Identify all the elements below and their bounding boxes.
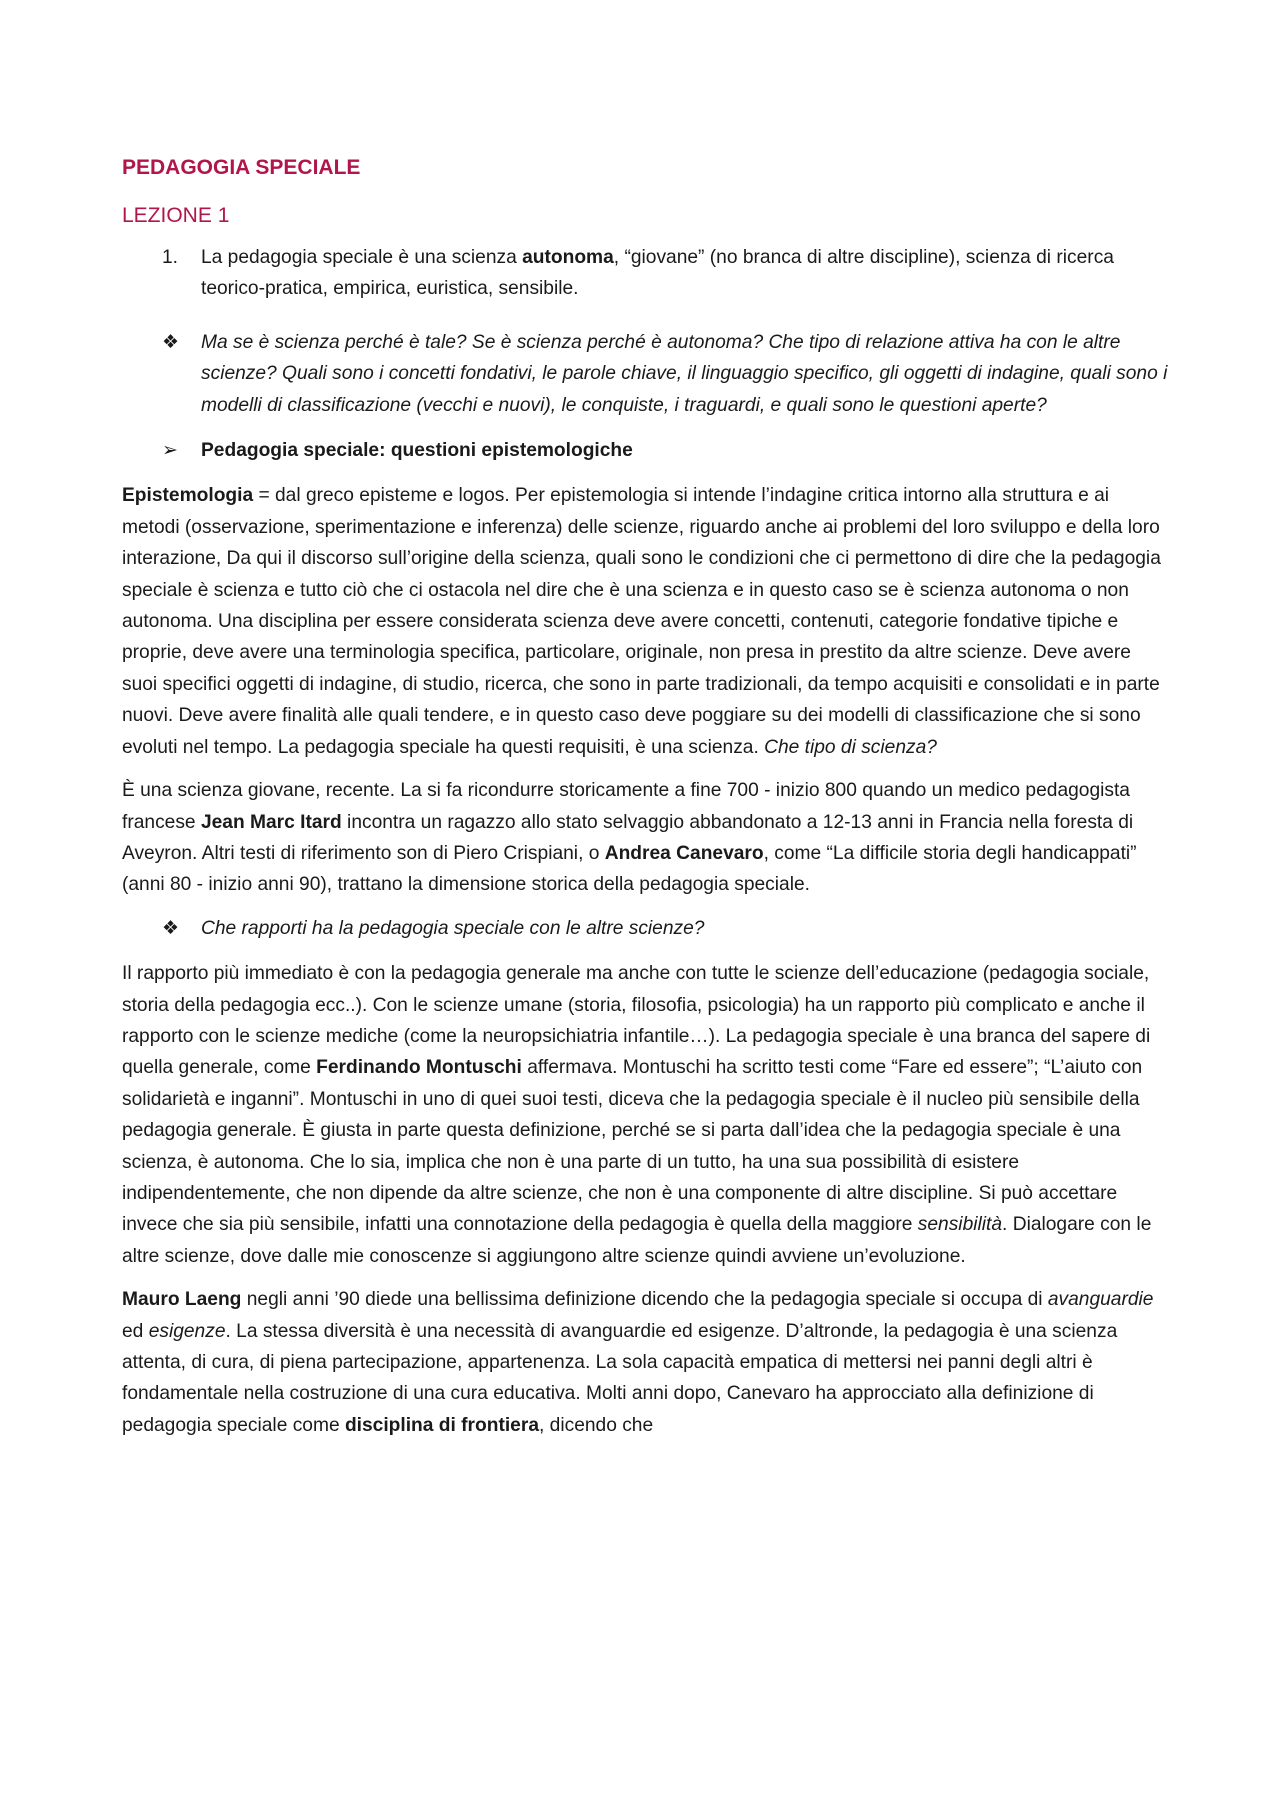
document-body	[122, 150, 1170, 1453]
paragraph-text: incontra un ragazzo allo stato selvaggio abbandonato a 12-13 anni in Francia nella foresta di Aveyron. Altri testi di riferimento son di Piero Crispiani, o	[122, 811, 1134, 864]
bold-term: Andrea Canevaro	[604, 842, 764, 864]
lesson-title: LEZIONE 1	[122, 204, 230, 227]
document-title: PEDAGOGIA SPECIALE	[122, 156, 361, 179]
bold-term: disciplina di frontiera	[344, 1414, 539, 1436]
paragraph-text: , dicendo che	[539, 1414, 654, 1436]
question-text: Che rapporti ha la pedagogia speciale con le altre scienze?	[201, 917, 705, 939]
item-number: 1.	[162, 247, 179, 268]
paragraph-text: Il rapporto più immediato è con la pedagogia generale ma anche con tutte le scienze dell’educazione (pedagogia sociale, storia della pedagogia ecc..). Con le scienze umane (storia, filosofia, psicologia) ha un rapporto più complicato e anche il rapporto con le scienze mediche (come la neuropsichiatria infantile…). La pedagogia speciale è una branca del sapere di quella generale, come	[122, 963, 1151, 1079]
italic-text: avanguardie	[1047, 1289, 1154, 1311]
question-text: Ma se è scienza perché è tale? Se è scienza perché è autonoma? Che tipo di relazione attiva ha con le altre scienze? Quali sono i concetti fondativi, le parole chiave, il linguaggio specifico, gli oggetti di indagine, quali sono i modelli di classificazione (vecchi e nuovi), le conquiste, i traguardi, e quali sono le questioni aperte?	[201, 331, 1168, 416]
diamond-bullet-icon: ❖	[162, 331, 180, 353]
section-heading-text: Pedagogia speciale: questioni epistemologiche	[201, 440, 633, 462]
paragraph-text: . La stessa diversità è una necessità di avanguardie ed esigenze. D’altronde, la pedagogia è una scienza attenta, di cura, di piena partecipazione, appartenenza. La sola capacità empatica di mettersi nei panni degli altri è fondamentale nella costruzione di una cura educativa. Molti anni dopo, Canevaro ha approcciato alla definizione di pedagogia speciale come	[122, 1320, 1118, 1436]
diamond-bullet-icon: ❖	[162, 917, 180, 939]
paragraph-rapporti	[122, 958, 1170, 1272]
question-bullet-2	[122, 913, 1170, 944]
paragraph-text: ed	[122, 1320, 149, 1342]
paragraph-text: affermava. Montuschi ha scritto testi come “Fare ed essere”; “L’aiuto con solidarietà e inganni”. Montuschi in uno di quei suoi testi, diceva che la pedagogia speciale è il nucleo più sensibile della pedagogia generale. È giusta in parte questa definizione, perché se si parta dall’idea che la pedagogia speciale è una scienza, è autonoma. Che lo sia, implica che non è una parte di un tutto, ha una sua possibilità di esistere indipendentemente, che non dipende da altre scienze, che non è una componente di altre discipline. Si può accettare invece che sia più sensibile, infatti una connotazione della pedagogia è quella della maggiore	[122, 1057, 1143, 1236]
paragraph-text: . Dialogare con le altre scienze, dove dalle mie conoscenze si aggiungono altre scienze quindi avviene un’evoluzione.	[122, 1214, 1152, 1267]
paragraph-text: = dal greco episteme e logos. Per epistemologia si intende l’indagine critica intorno alla struttura e ai metodi (osservazione, sperimentazione e inferenza) delle scienze, riguardo anche ai problemi del loro sviluppo e della loro interazione, Da qui il discorso sull’origine della scienza, quali sono le condizioni che ci permettono di dire che la pedagogia speciale è scienza e tutto ciò che ci ostacola nel dire che è una scienza e in questo caso se è scienza autonoma o non autonoma. Una disciplina per essere considerata scienza deve avere concetti, contenuti, categorie fondative tipiche e proprie, deve avere una terminologia specifica, particolare, originale, non presa in prestito da altre scienze. Deve avere suoi specifici oggetti di indagine, di studio, ricerca, che sono in parte tradizionali, da tempo acquisiti e consolidati e in parte nuovi. Deve avere finalità alle quali tendere, e in questo caso deve poggiare su dei modelli di classificazione che si sono evoluti nel tempo. La pedagogia speciale ha questi requisiti, è una scienza.	[122, 485, 1161, 758]
paragraph-text: È una scienza giovane, recente. La si fa ricondurre storicamente a fine 700 - inizio 800 quando un medico pedagogista francese	[122, 780, 1130, 833]
item-text: , “giovane” (no branca di altre discipline), scienza di ricerca teorico-pratica, empirica, euristica, sensibile.	[201, 247, 1114, 300]
italic-text: esigenze	[148, 1320, 226, 1342]
paragraph-epistemologia	[122, 480, 1170, 763]
bold-term: Epistemologia	[122, 485, 254, 507]
arrow-bullet-icon: ➢	[162, 440, 178, 462]
numbered-item-1	[122, 242, 1170, 305]
italic-text: sensibilità	[917, 1214, 1003, 1236]
paragraph-laeng	[122, 1284, 1170, 1441]
bold-term: Mauro Laeng	[122, 1289, 242, 1311]
section-heading	[122, 435, 1170, 466]
item-bold: autonoma	[522, 247, 614, 268]
bold-term: Ferdinando Montuschi	[316, 1057, 522, 1079]
paragraph-storia	[122, 775, 1170, 901]
question-bullet-1	[122, 327, 1170, 421]
item-text: La pedagogia speciale è una scienza	[201, 247, 523, 268]
paragraph-text: negli anni ’90 diede una bellissima definizione dicendo che la pedagogia speciale si occupa di	[241, 1289, 1048, 1311]
italic-text: Che tipo di scienza?	[764, 736, 937, 758]
bold-term: Jean Marc Itard	[200, 811, 342, 833]
paragraph-text: , come “La difficile storia degli handicappati” (anni 80 - inizio anni 90), trattano la dimensione storica della pedagogia speciale.	[122, 842, 1137, 896]
